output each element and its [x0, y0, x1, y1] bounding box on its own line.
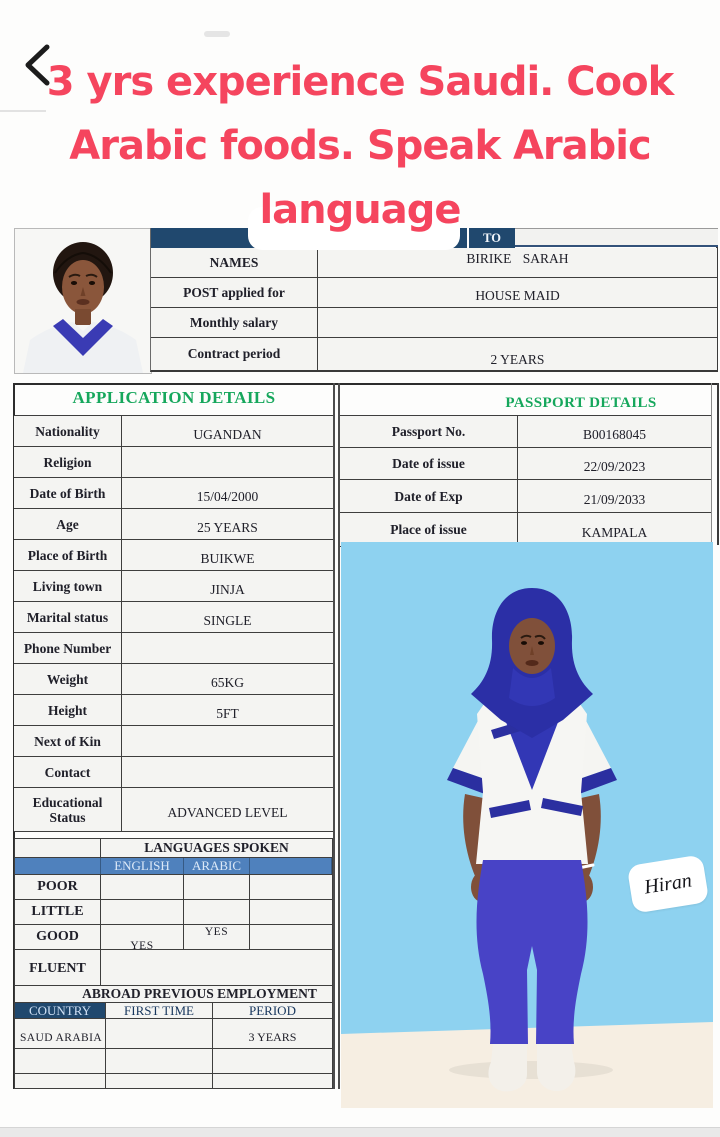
- blank-cell: [15, 839, 101, 857]
- full-body-photo: [341, 542, 713, 1108]
- field-value: 25 YEARS: [197, 519, 258, 535]
- field-value: UGANDAN: [193, 426, 262, 442]
- column-header: PERIOD: [249, 1002, 296, 1018]
- field-value: KAMPALA: [581, 525, 648, 540]
- country-value: [15, 1074, 106, 1088]
- to-label: TO: [483, 230, 501, 245]
- blank-cell: [101, 900, 184, 924]
- table-row: [15, 950, 332, 987]
- country-value: SAUD ARABIA: [15, 1019, 106, 1048]
- field-label: Date of Birth: [14, 478, 122, 508]
- field-value: [122, 757, 333, 787]
- blank-cell: [250, 858, 332, 874]
- field-label: Place of issue: [340, 513, 518, 546]
- back-button[interactable]: [16, 40, 62, 88]
- field-label: Religion: [14, 447, 122, 477]
- field-label: Date of Exp: [340, 480, 518, 512]
- section-top-rule: [14, 383, 719, 385]
- table-header-row: [15, 1003, 332, 1019]
- table-row: [14, 757, 333, 788]
- annotation-line: Arabic foods. Speak Arabic: [69, 123, 651, 169]
- field-value: 65KG: [211, 674, 244, 690]
- table-header-row: [15, 858, 332, 875]
- field-value: 5FT: [216, 705, 239, 721]
- passport-details-table: [340, 415, 711, 547]
- annotation-line: 3 yrs experience Saudi. Cook: [46, 59, 674, 105]
- country-value: [15, 1049, 106, 1073]
- application-details-table: [14, 415, 333, 832]
- period-value: [213, 1049, 332, 1073]
- field-label: Passport No.: [340, 416, 518, 447]
- field-label: Contract period: [151, 338, 318, 370]
- english-good-cell: [101, 925, 184, 952]
- passport-details-title: PASSPORT DETAILS: [505, 395, 657, 411]
- table-row: [14, 509, 333, 540]
- blank-cell: [15, 858, 101, 874]
- candidate-photo-image: [341, 542, 713, 1108]
- field-value: ADVANCED LEVEL: [167, 805, 288, 820]
- table-row: [340, 416, 711, 448]
- table-row: [15, 1074, 332, 1088]
- chevron-left-icon: [16, 40, 62, 88]
- field-value: SINGLE: [203, 612, 252, 628]
- field-value: 22/09/2023: [583, 459, 646, 474]
- section-right-border: [717, 383, 719, 545]
- level-label: POOR: [15, 875, 101, 899]
- table-row: [340, 448, 711, 480]
- field-value: [122, 633, 333, 663]
- level-label: LITTLE: [15, 900, 101, 924]
- field-label: Contact: [14, 757, 122, 787]
- field-value: 15/04/2000: [196, 488, 259, 504]
- field-label: POST applied for: [151, 278, 318, 307]
- section-middle-border: [333, 383, 335, 1089]
- first-time-value: [106, 1049, 213, 1073]
- table-row: [14, 788, 333, 831]
- field-label: Educational Status: [14, 788, 122, 831]
- table-row: [15, 1019, 332, 1049]
- level-label: FLUENT: [15, 950, 101, 987]
- table-row: [14, 478, 333, 509]
- table-row: [151, 248, 717, 278]
- blank-cell: [250, 875, 332, 899]
- table-title-row: [15, 985, 332, 1003]
- annotation-line: language: [259, 187, 461, 233]
- field-value: 21/09/2033: [583, 491, 646, 507]
- blank-cell: [184, 900, 250, 924]
- blank-cell: [250, 900, 332, 924]
- field-label: Date of issue: [340, 448, 518, 479]
- table-title-row: [15, 839, 332, 858]
- level-label: GOOD: [15, 925, 101, 949]
- field-label: Marital status: [14, 602, 122, 632]
- table-row: [14, 664, 333, 695]
- field-label: Age: [14, 509, 122, 539]
- watermark-text: Hiran: [642, 868, 694, 899]
- field-value: JINJA: [210, 581, 245, 597]
- languages-table: [14, 838, 333, 988]
- field-label: Nationality: [14, 416, 122, 446]
- field-label: Place of Birth: [14, 540, 122, 570]
- annotation-note: [30, 50, 690, 242]
- table-row: [15, 925, 332, 950]
- table-row: [15, 900, 332, 925]
- table-row: [14, 602, 333, 633]
- blank-cell: [250, 925, 332, 949]
- field-value: HOUSE MAID: [475, 287, 560, 303]
- field-label: Weight: [14, 664, 122, 694]
- field-value: [318, 308, 717, 337]
- employment-table: [14, 985, 333, 1089]
- languages-title: LANGUAGES SPOKEN: [144, 840, 289, 855]
- column-header: COUNTRY: [15, 1003, 106, 1018]
- table-row: [151, 278, 717, 308]
- first-time-value: [106, 1019, 213, 1048]
- field-value: [122, 726, 333, 756]
- portrait-photo-image: [15, 229, 151, 373]
- table-row: [14, 695, 333, 726]
- field-label: NAMES: [151, 248, 318, 277]
- field-label: Height: [14, 695, 122, 725]
- blank-cell: [184, 875, 250, 899]
- blank-cell: [101, 875, 184, 899]
- field-value: BUIKWE: [200, 550, 255, 566]
- table-row: [151, 338, 717, 370]
- passport-photo: [14, 228, 152, 374]
- table-row: [14, 726, 333, 757]
- arabic-yes-value: YES: [204, 926, 229, 938]
- table-row: [151, 308, 717, 338]
- table-row: [340, 480, 711, 513]
- column-header: ENGLISH: [101, 858, 184, 874]
- table-row: [15, 875, 332, 900]
- field-label: Monthly salary: [151, 308, 318, 337]
- first-time-value: [106, 1074, 213, 1088]
- table-row: [14, 447, 333, 478]
- field-label: Next of Kin: [14, 726, 122, 756]
- employment-title: ABROAD PREVIOUS EMPLOYMENT: [82, 986, 317, 1001]
- smudge-artifact: [204, 31, 230, 37]
- column-header: ARABIC: [184, 858, 250, 874]
- column-header: FIRST TIME: [106, 1003, 213, 1018]
- section-right-border: [711, 383, 712, 545]
- period-value: 3 YEARS: [248, 1030, 297, 1044]
- field-label: Phone Number: [14, 633, 122, 663]
- field-value: 2 YEARS: [490, 352, 545, 367]
- english-yes-value: YES: [130, 940, 154, 952]
- field-value: [122, 447, 333, 477]
- field-value: BIRIKE SARAH: [466, 251, 569, 266]
- field-value: B00168045: [582, 427, 646, 442]
- table-row: [14, 540, 333, 571]
- table-row: [14, 416, 333, 447]
- table-row: [15, 1049, 332, 1074]
- period-value: [213, 1074, 332, 1088]
- field-label: Living town: [14, 571, 122, 601]
- blank-cell: [101, 950, 332, 987]
- application-details-title: APPLICATION DETAILS: [72, 388, 276, 407]
- table-row: [14, 571, 333, 602]
- table-row: [14, 633, 333, 664]
- bottom-system-bar: [0, 1127, 720, 1137]
- arabic-good-cell: [184, 925, 250, 949]
